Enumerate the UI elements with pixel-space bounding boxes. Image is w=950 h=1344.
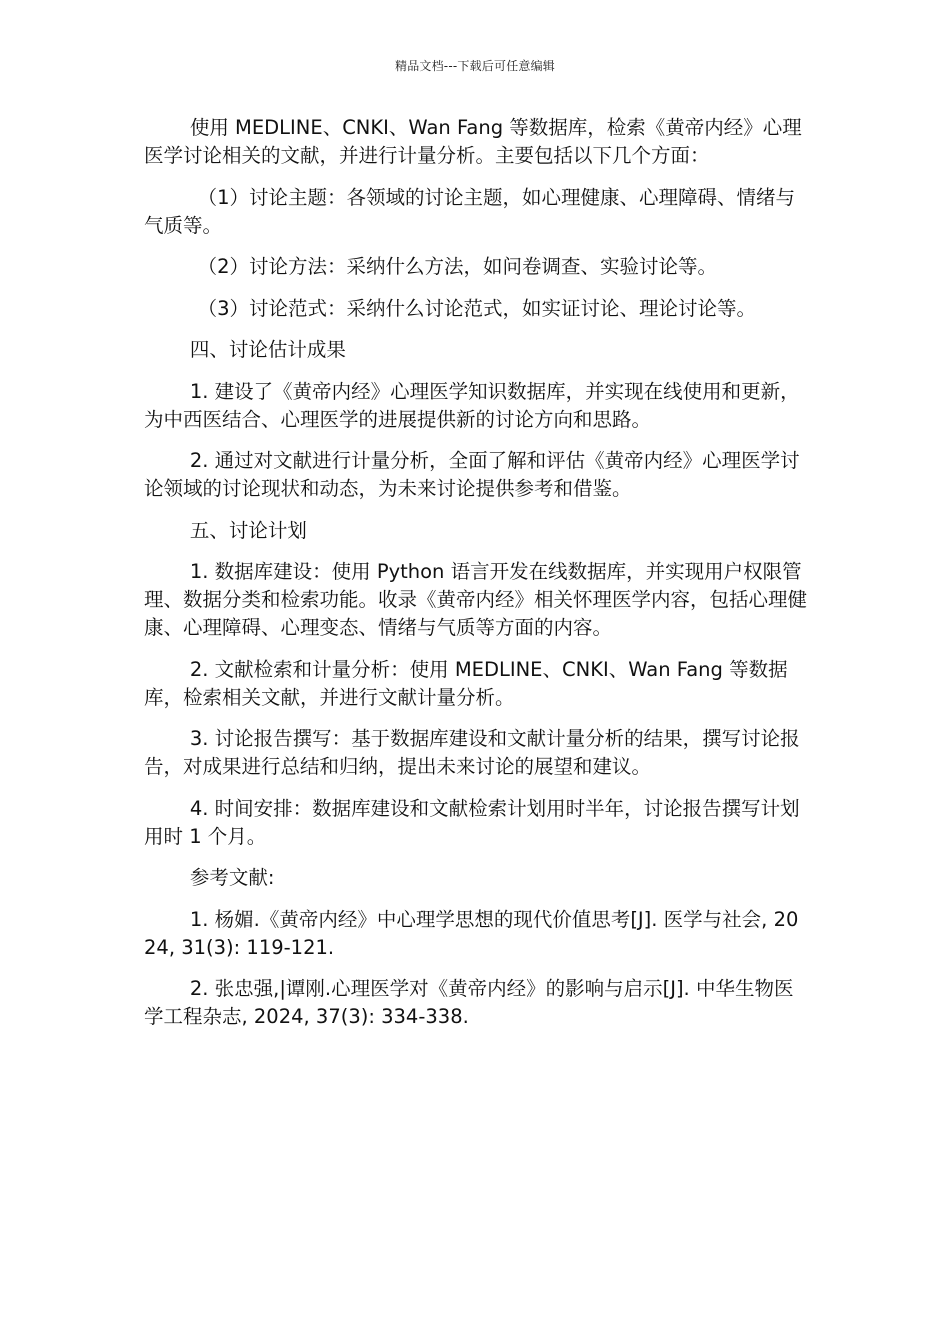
- reference-1: 1. 杨媚.《黄帝内经》中心理学思想的现代价值思考[J]. 医学与社会, 2024, 31(3): 119-121.: [144, 907, 799, 959]
- paragraph-plan-4: 4. 时间安排：数据库建设和文献检索计划用时半年，讨论报告撰写计划用时 1 个月。: [144, 796, 800, 848]
- paragraph-item-3: （3）讨论范式：采纳什么讨论范式，如实证讨论、理论讨论等。: [197, 296, 757, 320]
- paragraph-item-1: （1）讨论主题：各领域的讨论主题，如心理健康、心理障碍、情绪与气质等。: [144, 185, 796, 237]
- reference-2: 2. 张忠强,|谭刚.心理医学对《黄帝内经》的影响与启示[J]. 中华生物医学工程杂志, 2024, 37(3): 334-338.: [144, 977, 794, 1028]
- paragraph-result-2: 2. 通过对文献进行计量分析，全面了解和评估《黄帝内经》心理医学讨论领域的讨论现状和动态，为未来讨论提供参考和借鉴。: [144, 449, 800, 500]
- section-heading-5: 五、讨论计划: [189, 518, 307, 542]
- paragraph-item-2: （2）讨论方法：采纳什么方法，如问卷调查、实验讨论等。: [197, 255, 718, 278]
- paragraph-plan-2: 2. 文献检索和计量分析：使用 MEDLINE、CNKI、Wan Fang 等数据库，检索相关文献，并进行文献计量分析。: [144, 657, 788, 709]
- references-heading: 参考文献:: [189, 866, 275, 889]
- paragraph-plan-3: 3. 讨论报告撰写：基于数据库建设和文献计量分析的结果，撰写讨论报告，对成果进行总结和归纳，提出未来讨论的展望和建议。: [144, 727, 800, 778]
- paragraph-result-1: 1. 建设了《黄帝内经》心理医学知识数据库，并实现在线使用和更新，为中西医结合、心理医学的进展提供新的讨论方向和思路。: [144, 379, 800, 431]
- section-heading-4: 四、讨论估计成果: [189, 338, 346, 361]
- paragraph-intro: 使用 MEDLINE、CNKI、Wan Fang 等数据库，检索《黄帝内经》心理医学讨论相关的文献，并进行计量分析。主要包括以下几个方面：: [144, 116, 802, 167]
- paragraph-plan-1: 1. 数据库建设：使用 Python 语言开发在线数据库，并实现用户权限管理、数据分类和检索功能。收录《黄帝内经》相关怀理医学内容，包括心理健康、心理障碍、心理变态、情绪与气质等方面的内容。: [144, 560, 808, 639]
- document-body: [144, 114, 808, 1045]
- page-header: 精品文档---下载后可任意编辑: [395, 59, 555, 73]
